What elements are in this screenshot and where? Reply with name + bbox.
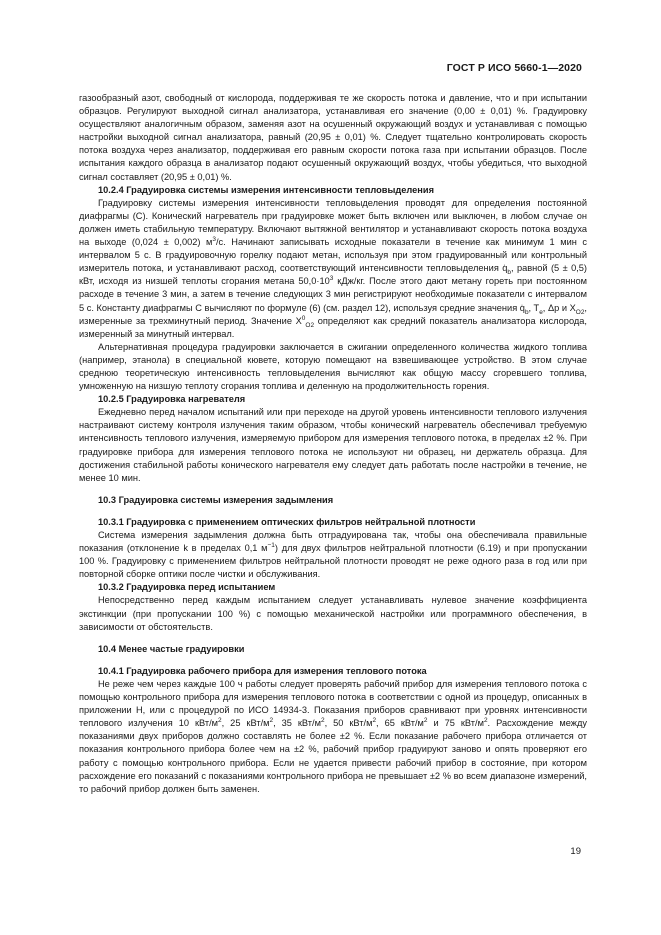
paragraph-10-3-2: Непосредственно перед каждым испытанием следует устанавливать нулевое значение коэффициента экстинкции (при пропускании 100 %) с помощью механической настройки или программного обеспечения, в зависимости от обстоятельств. xyxy=(79,595,587,632)
paragraph-10-2-4-a: Градуировку системы измерения интенсивности тепловыделения проводят для определения постоянной диафрагмы (С). Конический нагреватель при градуировке может быть включен или выключен, в любом случае он должен иметь стабильную температуру. Включают вытяжной вентилятор и устанавливают скорость потока воздуха на выходе (0,024 ± 0,002) $м^3/с$. Начинают записывать исходные показатели в течение как минимум 1 мин с интервалом 5 с. В градуировочную горелку подают метан, используя при этом градуированный или контрольный измеритель потока, и устанавливают расход, соответствующий интенсивности тепловыделения $q̇_b$, равной (5 ± 0,5) кВт, исходя из низшей теплоты сгорания метана $50,0\cdot 10^3$ кДж/кг. После этого дают метану гореть при постоянном расходе в течение 3 мин, а затем в течение следующих 3 мин регистрируют необходимые показатели с интервалом 5 с. Константу диафрагмы С вычисляют по формуле (6) (см. раздел 12), используя средние значения $q̇_b$, $T_e$, Δp и $X_{O2}$, измеренные за трехминутный период. Значение $X^0_{O2}$ определяют как средний показатель анализатора кислорода, измеренный за минутный интервал. xyxy=(79,197,588,339)
heading-10-2-5: 10.2.5 Градуировка нагревателя xyxy=(98,394,246,405)
page-number: 19 xyxy=(570,846,581,857)
heading-10-3-1: 10.3.1 Градуировка с применением оптических фильтров нейтральной плотности xyxy=(98,516,476,527)
heading-10-4: 10.4 Менее частые градуировки xyxy=(98,643,245,654)
heading-10-3-2: 10.3.2 Градуировка перед испытанием xyxy=(98,582,276,593)
paragraph-10-2-4-b: Альтернативная процедура градуировки заключается в сжигании определенного количества жидкого топлива (например, этанола) в специальной кювете, которую помещают на взвешивающее устройство. В этом случае среднюю теоретическую интенсивность тепловыделения вычисляют как общую массу сгоревшего топлива, умноженную на низшую теплоту сгорания топлива и деленную на продолжительность горения. xyxy=(79,341,587,392)
heading-10-4-1: 10.4.1 Градуировка рабочего прибора для измерения теплового потока xyxy=(98,665,427,676)
heading-10-2-4: 10.2.4 Градуировка системы измерения интенсивности тепловыделения xyxy=(98,184,434,195)
heading-10-3: 10.3 Градуировка системы измерения задымления xyxy=(98,494,334,505)
paragraph-10-4-1: Не реже чем через каждые 100 ч работы следует проверять рабочий прибор для измерения теплового потока с помощью контрольного прибора для измерения теплового потока в соответствии с одной из процедур, описанных в приложении Н, или с процедурой по ИСО 14934-3. Показания приборов сравнивают при уровнях интенсивности теплового излучения 10 кВт/$м^2$, 25 кВт/$м^2$, 35 кВт/$м^2$, 50 кВт/$м^2$, 65 кВт/$м^2$ и 75 кВт/$м^2$. Расхождение между показаниями двух приборов должно составлять не более ±2 %. Если показание рабочего прибора отличается от показания контрольного прибора более чем на ±2 %, рабочий прибор градуируют заново и опять проверяют его работу с помощью контрольного прибора. Если не удается привести рабочий прибор в состояние, при котором расхождение его показаний с показаниями контрольного прибора не превышает ±2 % во всем диапазоне измерений, то рабочий прибор должен быть заменен. xyxy=(79,678,587,794)
page-content xyxy=(79,92,587,796)
paragraph-10-2-5: Ежедневно перед началом испытаний или при переходе на другой уровень интенсивности теплового излучения настраивают систему контроля излучения таким образом, чтобы конический нагреватель обеспечивал требуемую интенсивность теплового излучения, измеряемую прибором для измерения теплового потока, в пределах ±2 %. При градуировке прибора для измерения теплового потока не используют ни образец, ни держатель образца. Для достижения стабильной работы конического нагревателя ему следует дать работать после настройки в течение, не менее 10 мин. xyxy=(79,407,587,483)
paragraph-10-3-1: Система измерения задымления должна быть отградуирована так, чтобы она обеспечивала правильные показания (отклонение k в пределах 0,1 $м^{-1}$) для двух фильтров нейтральной плотности (6.19) и при пропускании 100 %. Градуировку с применением фильтров нейтральной плотности проводят не реже одного раза в год или при повторной сборке оптики после чистки и обслуживания. xyxy=(79,530,588,580)
paragraph-intro: газообразный азот, свободный от кислорода, поддерживая те же скорость потока и давление, что и при испытании образцов. Регулируют выходной сигнал анализатора, устанавливая его значение (0,00 ± 0,01) %. Градуировку осуществляют аналогичным образом, заменяя азот на осушенный окружающий воздух и устанавливая с помощью настройки выходной сигнал анализатора, равный (20,95 ± 0,01) %. Следует тщательно контролировать скорость потока воздуха через анализатор, поддерживая его равным скорости потока газа при испытании образцов. После испытания каждого образца в анализатор подают осушенный окружающий воздух, чтобы убедиться, что выходной сигнал составляет (20,95 ± 0,01) %. xyxy=(79,93,587,182)
document-code-header: ГОСТ Р ИСО 5660-1—2020 xyxy=(446,62,582,74)
